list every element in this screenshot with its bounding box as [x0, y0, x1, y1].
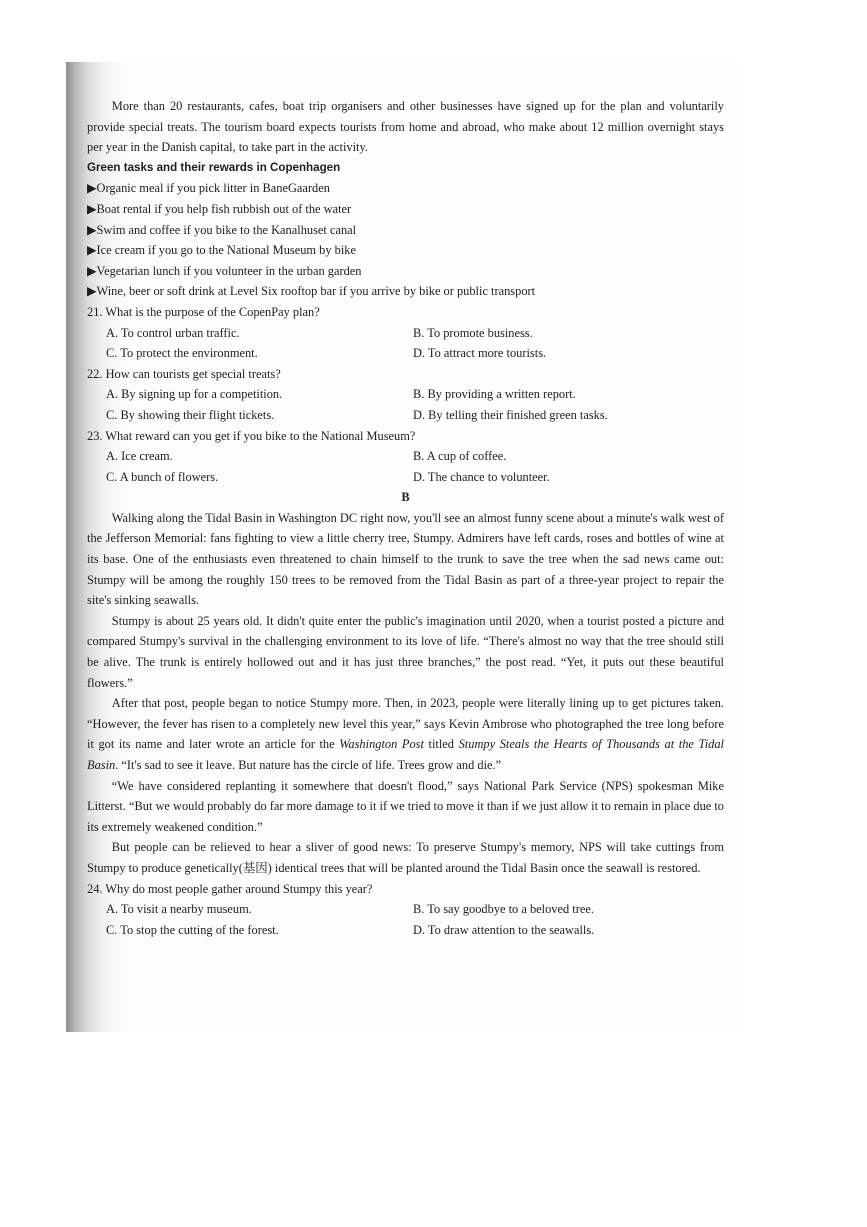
section-b-label: B: [401, 490, 410, 505]
article-title: Stumpy Steals the Hearts of Thousands at the Tidal Basin: [87, 737, 724, 772]
task-text: Swim and coffee if you bike to the Kanalhuset canal: [96, 222, 357, 237]
bullet-arrow-icon: ▶: [87, 243, 97, 258]
task-text: Vegetarian lunch if you volunteer in the urban garden: [96, 263, 362, 278]
task-item: [87, 178, 724, 199]
task-item: [87, 281, 724, 302]
options-row: [87, 920, 724, 941]
option-a: A. Ice cream.: [106, 449, 173, 464]
page-content: [87, 96, 724, 940]
bullet-arrow-icon: ▶: [87, 284, 97, 299]
option-b: B. To say goodbye to a beloved tree.: [413, 902, 594, 917]
newspaper-name: Washington Post: [339, 737, 424, 752]
option-c: C. A bunch of flowers.: [106, 469, 219, 484]
options-row: [87, 323, 724, 344]
passage-b-paragraph-1: Walking along the Tidal Basin in Washington DC right now, you'll see an almost funny scene about a minute's walk west of the Jefferson Memorial: fans fighting to view a little cherry tree, Stumpy. Admirers have left cards, roses and bottles of wine at its base. One of the enthusiasts even threatened to chain himself to the trunk to save the tree when the sad news came out: Stumpy will be among the roughly 150 trees to be removed from the Tidal Basin as part of a three-year project to repair the site's sinking seawalls.: [87, 510, 724, 608]
task-text: Wine, beer or soft drink at Level Six rooftop bar if you arrive by bike or public transport: [96, 284, 536, 299]
task-text: Ice cream if you go to the National Museum by bike: [96, 243, 356, 258]
options-row: [87, 446, 724, 467]
question-22: 22. How can tourists get special treats?: [87, 366, 281, 381]
options-row: [87, 405, 724, 426]
option-a: A. By signing up for a competition.: [106, 387, 283, 402]
option-b: B. By providing a written report.: [413, 387, 576, 402]
bullet-arrow-icon: ▶: [87, 263, 97, 278]
option-a: A. To control urban traffic.: [106, 325, 240, 340]
bullet-arrow-icon: ▶: [87, 222, 97, 237]
option-c: C. To protect the environment.: [106, 346, 258, 361]
passage-b-paragraph-3: [87, 693, 724, 775]
options-row: [87, 384, 724, 405]
option-d: D. By telling their finished green tasks.: [413, 407, 608, 422]
question-21: 21. What is the purpose of the CopenPay plan?: [87, 304, 320, 319]
option-b: B. To promote business.: [413, 325, 533, 340]
passage-b-paragraph-5: But people can be relieved to hear a sliver of good news: To preserve Stumpy's memory, NPS will take cuttings from Stumpy to produce genetically(基因) identical trees that will be planted around the Tidal Basin once the seawall is restored.: [87, 840, 724, 875]
task-item: [87, 199, 724, 220]
option-c: C. To stop the cutting of the forest.: [106, 922, 279, 937]
option-a: A. To visit a nearby museum.: [106, 902, 252, 917]
paragraph-3-text: After that post, people began to notice Stumpy more. Then, in 2023, people were literally lining up to get pictures taken. “However, the fever has risen to a completely new level this year,” says Kevin Ambrose who photographed the tree long before it got its name and later wrote an article for the: [87, 696, 724, 752]
question-23: 23. What reward can you get if you bike to the National Museum?: [87, 428, 416, 443]
option-c: C. By showing their flight tickets.: [106, 407, 275, 422]
options-row: [87, 467, 724, 488]
paragraph-3-text: . “It's sad to see it leave. But nature has the circle of life. Trees grow and die.”: [115, 758, 502, 772]
task-item: [87, 240, 724, 261]
bullet-arrow-icon: ▶: [87, 181, 97, 196]
options-row: [87, 899, 724, 920]
green-tasks-heading: Green tasks and their rewards in Copenhagen: [87, 160, 341, 174]
paragraph-3-text: titled: [423, 737, 459, 752]
bullet-arrow-icon: ▶: [87, 201, 97, 216]
task-text: Boat rental if you help fish rubbish out of the water: [96, 201, 352, 216]
task-text: Organic meal if you pick litter in BaneGaarden: [96, 181, 330, 196]
passage-a-intro: More than 20 restaurants, cafes, boat trip organisers and other businesses have signed up for the plan and voluntarily provide special treats. The tourism board expects tourists from home and abroad, who make about 12 million overnight stays per year in the Danish capital, to take part in the activity.: [87, 99, 724, 155]
task-item: [87, 220, 724, 241]
option-d: D. The chance to volunteer.: [413, 469, 550, 484]
option-b: B. A cup of coffee.: [413, 449, 507, 464]
task-item: [87, 261, 724, 282]
option-d: D. To attract more tourists.: [413, 346, 547, 361]
passage-b-paragraph-4: “We have considered replanting it somewhere that doesn't flood,” says National Park Service (NPS) spokesman Mike Litterst. “But we would probably do far more damage to it if we tried to move it than if we just allow it to remain in place due to its extremely weakened condition.”: [87, 778, 724, 834]
option-d: D. To draw attention to the seawalls.: [413, 922, 595, 937]
passage-b-paragraph-2: Stumpy is about 25 years old. It didn't quite enter the public's imagination until 2020, when a tourist posted a picture and compared Stumpy's survival in the challenging environment to its love of life. “There's almost no way that the tree should still be alive. The trunk is entirely hollowed out and it has just three branches,” the post read. “Yet, it puts out these beautiful flowers.”: [87, 613, 724, 690]
question-24: 24. Why do most people gather around Stumpy this year?: [87, 881, 373, 896]
options-row: [87, 343, 724, 364]
